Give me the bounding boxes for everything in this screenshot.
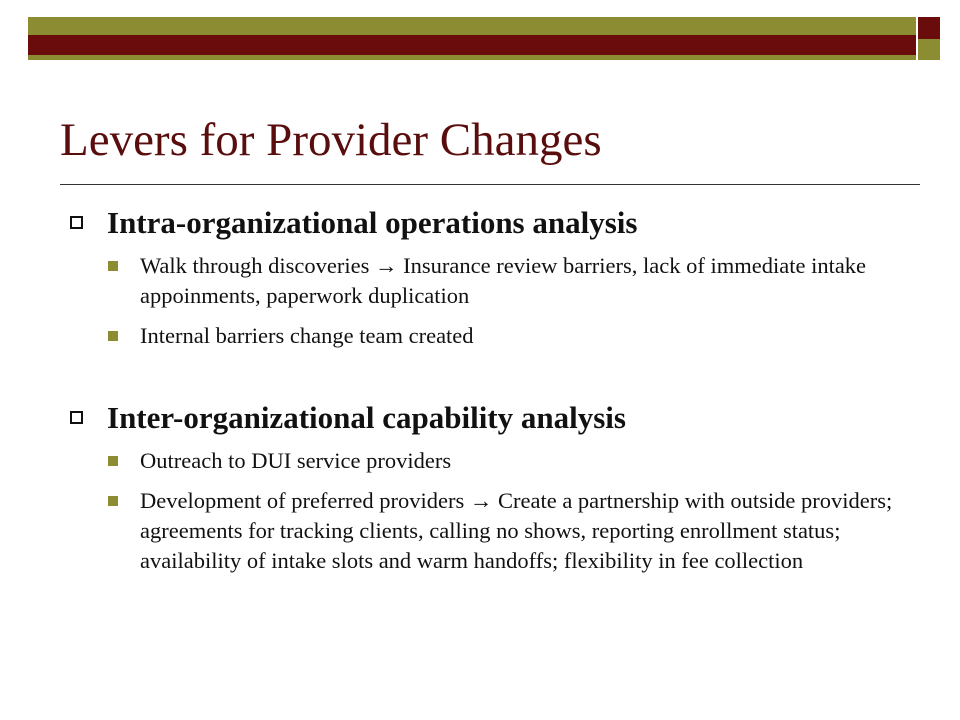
section-heading [60,205,920,241]
corner-square-maroon [918,17,940,39]
slide-title: Levers for Provider Changes [60,114,602,166]
sub-bullet [60,321,920,351]
header-band-olive [28,17,916,35]
hollow-square-bullet-icon [70,411,83,424]
sub-bullet-text: Development of preferred providers → Create a partnership with outside providers; agreements for tracking clients, calling no shows, reporting enrollment status; availability of intake slots and warm handoffs; flexibility in fee collection [140,488,893,573]
header-band-olive-thin [28,55,916,60]
sub-bullet [60,446,920,476]
section-heading-text: Inter-organizational capability analysis [107,400,626,435]
sub-bullet [60,251,920,311]
filled-square-bullet-icon [108,496,118,506]
sub-bullet-text: Walk through discoveries → Insurance review barriers, lack of immediate intake appoinments, paperwork duplication [140,253,867,308]
header-band-maroon [28,35,916,55]
filled-square-bullet-icon [108,331,118,341]
section-heading-text: Intra-organizational operations analysis [107,205,638,240]
section-inter-organizational [60,400,920,576]
sub-bullet-text: Outreach to DUI service providers [140,448,452,473]
title-divider [60,184,920,185]
section-heading [60,400,920,436]
sub-bullet-text: Internal barriers change team created [140,323,474,348]
section-intra-organizational [60,205,920,351]
corner-square-olive [918,39,940,60]
sub-bullet [60,486,920,576]
hollow-square-bullet-icon [70,216,83,229]
filled-square-bullet-icon [108,456,118,466]
filled-square-bullet-icon [108,261,118,271]
